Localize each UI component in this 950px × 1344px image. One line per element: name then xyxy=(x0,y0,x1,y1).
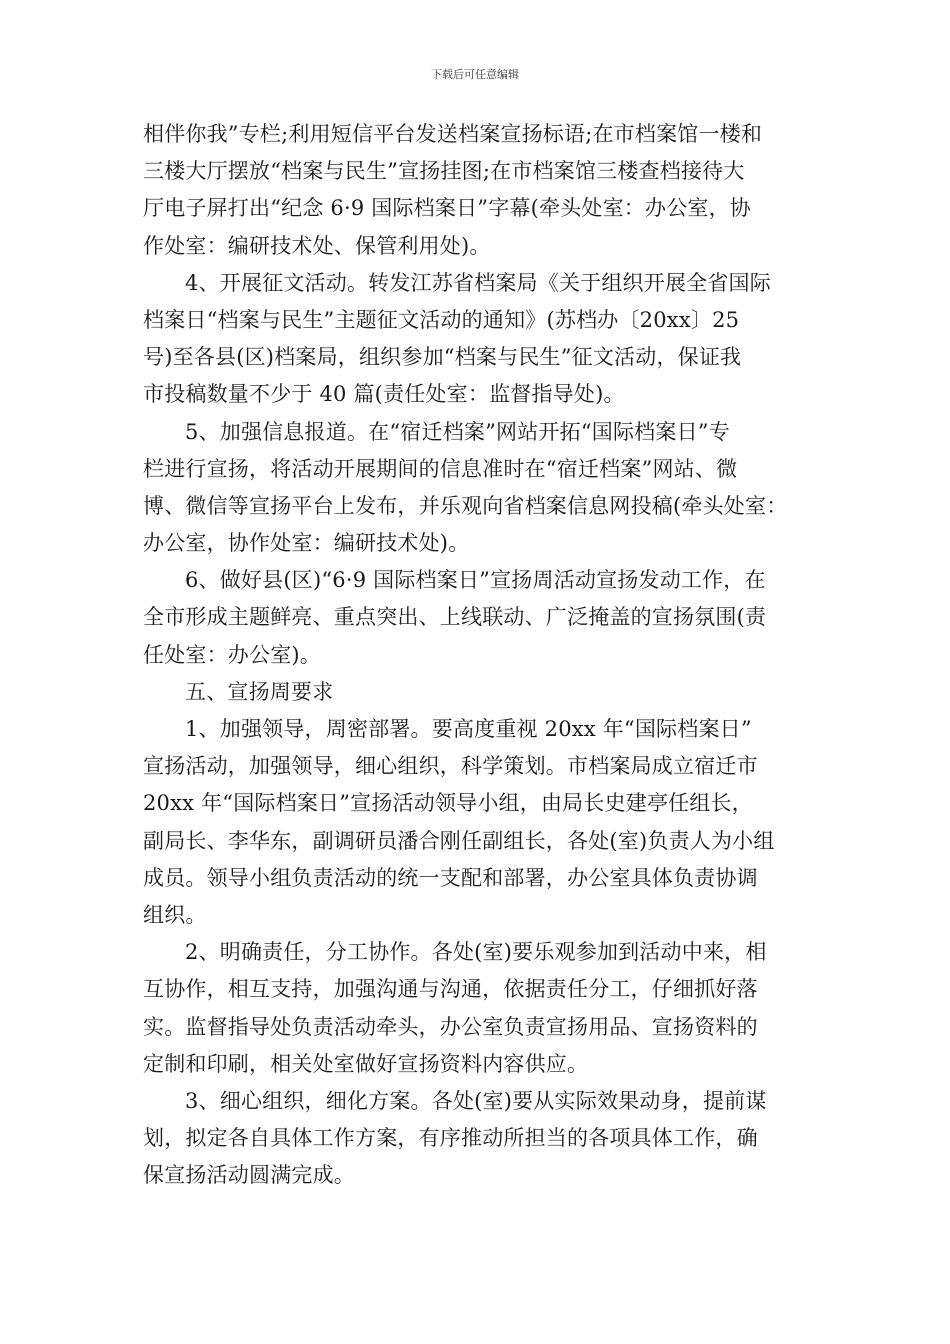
paragraph-line: 副局长、李华东，副调研员潘合刚任副组长，各处(室)负责人为小组 xyxy=(143,828,775,853)
paragraph-first-line: 3、细心组织，细化方案。各处(室)要从实际效果动身，提前谋 xyxy=(185,1088,767,1113)
paragraph-line: 号)至各县(区)档案局，组织参加“档案与民生”征文活动，保证我 xyxy=(143,345,742,370)
paragraph-line: 保宣扬活动圆满完成。 xyxy=(143,1163,355,1188)
paragraph-line: 档案日“档案与民生”主题征文活动的通知》(苏档办〔20xx〕25 xyxy=(143,307,740,332)
paragraph-line: 全市形成主题鲜亮、重点突出、上线联动、广泛掩盖的宣扬氛围(责 xyxy=(143,605,767,630)
paragraph-first-line: 6、做好县(区)“6·9 国际档案日”宣扬周活动宣扬发动工作，在 xyxy=(185,568,766,593)
page-header-note: 下载后可任意编辑 xyxy=(431,68,519,81)
paragraph-line: 20xx 年“国际档案日”宣扬活动领导小组，由局长史建亭任组长， xyxy=(143,791,753,816)
paragraph-line: 相伴你我”专栏;利用短信平台发送档案宣扬标语;在市档案馆一楼和 xyxy=(143,122,763,146)
paragraph-line: 互协作，相互支持，加强沟通与沟通，依据责任分工，仔细抓好落 xyxy=(143,977,758,1002)
paragraph-line: 成员。领导小组负责活动的统一支配和部署，办公室具体负责协调 xyxy=(143,865,758,890)
paragraph-line: 三楼大厅摆放“档案与民生”宣扬挂图;在市档案馆三楼查档接待大 xyxy=(143,159,745,184)
paragraph-first-line: 2、明确责任，分工协作。各处(室)要乐观参加到活动中来，相 xyxy=(185,940,767,965)
paragraph-line: 组织。 xyxy=(143,902,207,927)
paragraph-first-line: 1、加强领导，周密部署。要高度重视 20xx 年“国际档案日” xyxy=(185,717,752,741)
paragraph-line: 划，拟定各自具体工作方案，有序推动所担当的各项具体工作，确 xyxy=(143,1126,758,1151)
paragraph-line: 任处室：办公室)。 xyxy=(143,642,321,667)
paragraph-line: 作处室：编研技术处、保管利用处)。 xyxy=(143,233,491,258)
paragraph-first-line: 4、开展征文活动。转发江苏省档案局《关于组织开展全省国际 xyxy=(185,270,771,295)
paragraph-line: 市投稿数量不少于 40 篇(责任处室：监督指导处)。 xyxy=(143,382,625,407)
paragraph-first-line: 5、加强信息报道。在“宿迁档案”网站开拓“国际档案日”专 xyxy=(185,419,730,444)
paragraph-line: 宣扬活动，加强领导，细心组织，科学策划。市档案局成立宿迁市 xyxy=(143,754,758,779)
document-body xyxy=(143,116,813,1194)
paragraph-line: 办公室，协作处室：编研技术处)。 xyxy=(143,531,470,556)
paragraph-line: 厅电子屏打出“纪念 6·9 国际档案日”字幕(牵头处室：办公室，协 xyxy=(143,196,752,221)
paragraph-line: 实。监督指导处负责活动牵头，办公室负责宣扬用品、宣扬资料的 xyxy=(143,1014,758,1039)
paragraph-first-line: 五、宣扬周要求 xyxy=(185,679,334,704)
paragraph-line: 栏进行宣扬，将活动开展期间的信息准时在“宿迁档案”网站、微 xyxy=(143,456,738,481)
paragraph-line: 定制和印刷，相关处室做好宣扬资料内容供应。 xyxy=(143,1051,589,1076)
paragraph-line: 博、微信等宣扬平台上发布，并乐观向省档案信息网投稿(牵头处室： xyxy=(143,493,788,518)
